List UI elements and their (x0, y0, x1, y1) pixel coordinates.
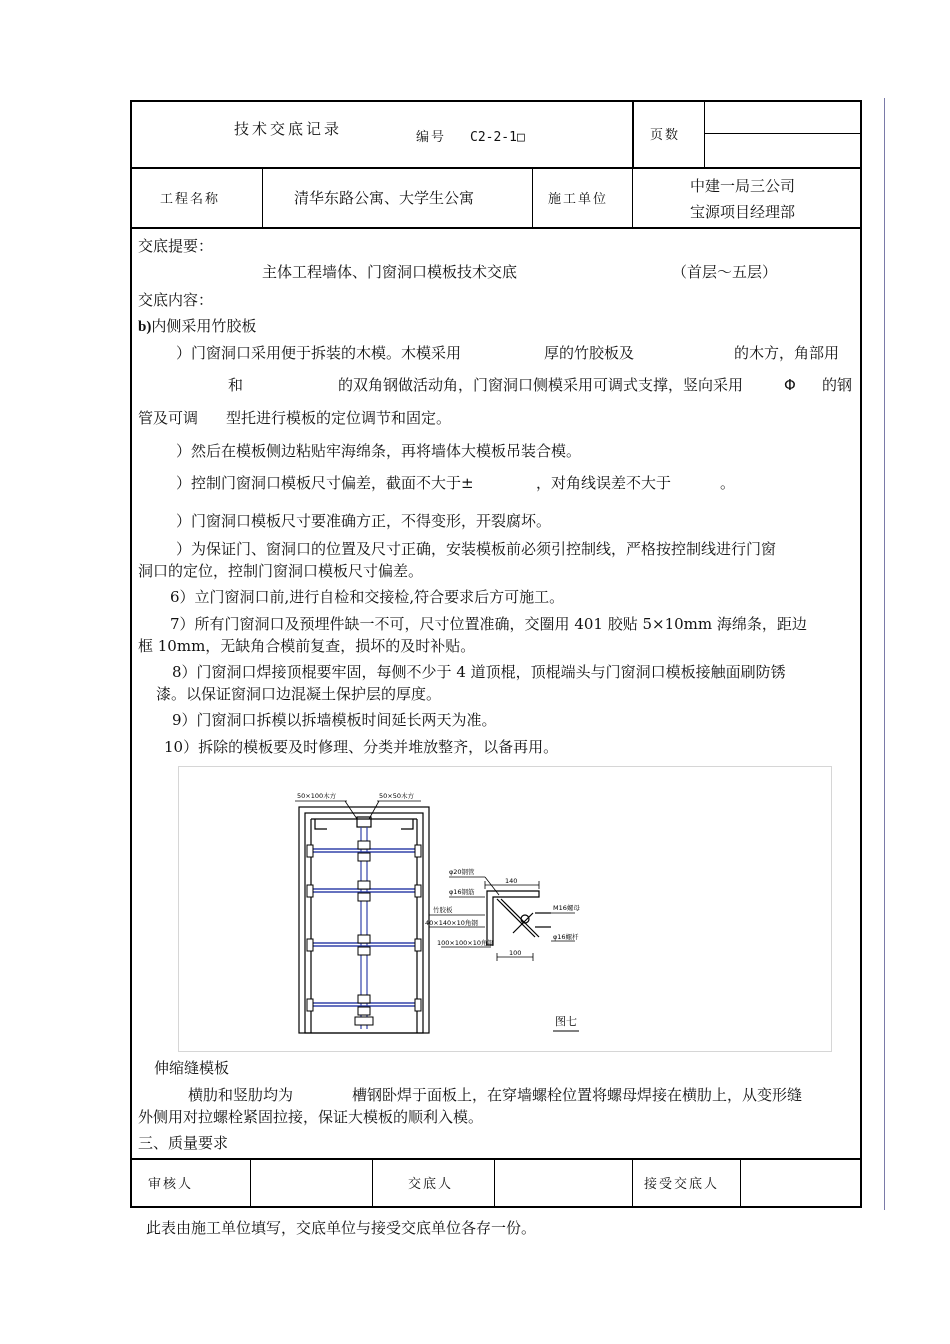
label-top-right: 50×50木方 (379, 792, 414, 800)
para1-phi: Φ (784, 376, 796, 394)
code-value: C2-2-1□ (470, 130, 525, 145)
label-pipe: φ20钢管 (449, 868, 475, 876)
item-b-text: 内侧采用竹胶板 (151, 317, 257, 335)
quality-heading: 三、质量要求 (138, 1134, 229, 1152)
label-board: 竹胶板 (433, 906, 453, 914)
label-bolt: φ16螺杆 (553, 933, 579, 941)
header-vdivider (632, 100, 634, 168)
item-b-prefix: b) (138, 319, 152, 335)
sig-v3 (494, 1158, 495, 1208)
page-cell-divider (704, 100, 705, 168)
item-b (138, 316, 256, 337)
project-v3 (632, 168, 633, 228)
sig-v4 (632, 1158, 633, 1208)
receiver-label: 接受交底人 (644, 1177, 720, 1192)
project-name-label: 工程名称 (160, 192, 221, 207)
para9: 9）门窗洞口拆模以拆墙模板时间延长两天为准。 (172, 711, 497, 729)
para1-d: 和 (228, 376, 244, 394)
para3-c: 。 (720, 474, 736, 492)
formwork-figure (178, 766, 832, 1052)
project-v2 (532, 168, 533, 228)
expansion-line1-a: 横肋和竖肋均为 (188, 1086, 294, 1104)
label-rebar: φ16钢筋 (449, 888, 475, 896)
para1-c: 的木方，角部用 (734, 344, 840, 362)
para10: 10）拆除的模板要及时修理、分类并堆放整齐，以备再用。 (164, 738, 559, 756)
label-angle1: 40×140×10角钢 (425, 919, 478, 927)
page-edge-rule (884, 98, 885, 1210)
header-divider (130, 167, 862, 169)
construction-unit-line2: 宝源项目经理部 (690, 203, 796, 221)
label-angle2: 100×100×10角钢 (437, 939, 494, 947)
dim-top: 140 (505, 877, 518, 885)
para8-line1: 8）门窗洞口焊接顶棍要牢固，每侧不少于 4 道顶棍，顶棍端头与门窗洞口模板接触面刷防锈 (172, 663, 786, 681)
corner-detail (487, 891, 551, 945)
sig-v1 (250, 1158, 251, 1208)
para7-line2: 框 10mm，无缺角合模前复查，损坏的及时补贴。 (138, 637, 476, 655)
para1-f: 的钢 (822, 376, 853, 394)
summary-scope: （首层～五层） (672, 263, 778, 281)
expansion-line2: 外侧用对拉螺栓紧固拉接，保证大模板的顺利入模。 (138, 1108, 484, 1126)
label-top-left: 50×100木方 (297, 792, 337, 800)
expansion-line1-b: 槽钢卧焊于面板上，在穿墙螺栓位置将螺母焊接在横肋上，从变形缝 (352, 1086, 803, 1104)
construction-unit-label: 施工单位 (548, 192, 609, 207)
discloser-label: 交底人 (408, 1177, 454, 1192)
page-label: 页数 (650, 128, 681, 143)
para6: 6）立门窗洞口前,进行自检和交接检,符合要求后方可施工。 (170, 588, 565, 606)
para1-b: 厚的竹胶板及 (544, 344, 635, 362)
para1-g: 管及可调 (138, 409, 199, 427)
summary-label: 交底提要： (138, 237, 214, 255)
reviewer-label: 审核人 (148, 1177, 194, 1192)
para5-line2: 洞口的定位，控制门窗洞口模板尺寸偏差。 (138, 562, 424, 580)
figure-caption: 图七 (555, 1015, 577, 1028)
signature-divider (130, 1158, 862, 1160)
para3-b: ，对角线误差不大于 (536, 474, 672, 492)
para1-h: 型托进行模板的定位调节和固定。 (226, 409, 452, 427)
sig-v2 (372, 1158, 373, 1208)
footer-note: 此表由施工单位填写，交底单位与接受交底单位各存一份。 (146, 1219, 537, 1237)
dim-bottom: 100 (509, 949, 522, 957)
project-name-value: 清华东路公寓、大学生公寓 (294, 189, 475, 207)
code-label: 编号 (416, 130, 447, 145)
summary-text: 主体工程墙体、门窗洞口模板技术交底 (262, 263, 518, 281)
para8-line2: 漆。以保证窗洞口边混凝土保护层的厚度。 (156, 685, 442, 703)
sig-v5 (740, 1158, 741, 1208)
content-label: 交底内容： (138, 291, 214, 309)
para1-e: 的双角钢做活动角，门窗洞口侧模采用可调式支撑，竖向采用 (338, 376, 744, 394)
label-nut: M16螺母 (553, 904, 580, 912)
para7-line1: 7）所有门窗洞口及预埋件缺一不可，尺寸位置准确，交圈用 401 胶贴 5×10mm 海绵条，距边 (170, 615, 807, 633)
para5-line1: ）为保证门、窗洞口的位置及尺寸正确，安装模板前必须引控制线，严格按控制线进行门窗 (176, 540, 777, 558)
project-v1 (262, 168, 263, 228)
para3-a: ）控制门窗洞口模板尺寸偏差，截面不大于± (176, 474, 474, 492)
expansion-title: 伸缩缝模板 (154, 1059, 230, 1077)
construction-unit-line1: 中建一局三公司 (690, 177, 796, 195)
formwork-drawing (179, 767, 831, 1051)
para1-a: ）门窗洞口采用便于拆装的木模。木模采用 (176, 344, 462, 362)
project-divider (130, 227, 862, 229)
page-cell-hdivider (704, 133, 862, 134)
form-title: 技术交底记录 (234, 120, 343, 138)
para4: ）门窗洞口模板尺寸要准确方正，不得变形，开裂腐坏。 (176, 512, 552, 530)
para2: ）然后在模板侧边粘贴牢海绵条，再将墙体大模板吊装合模。 (176, 442, 582, 460)
